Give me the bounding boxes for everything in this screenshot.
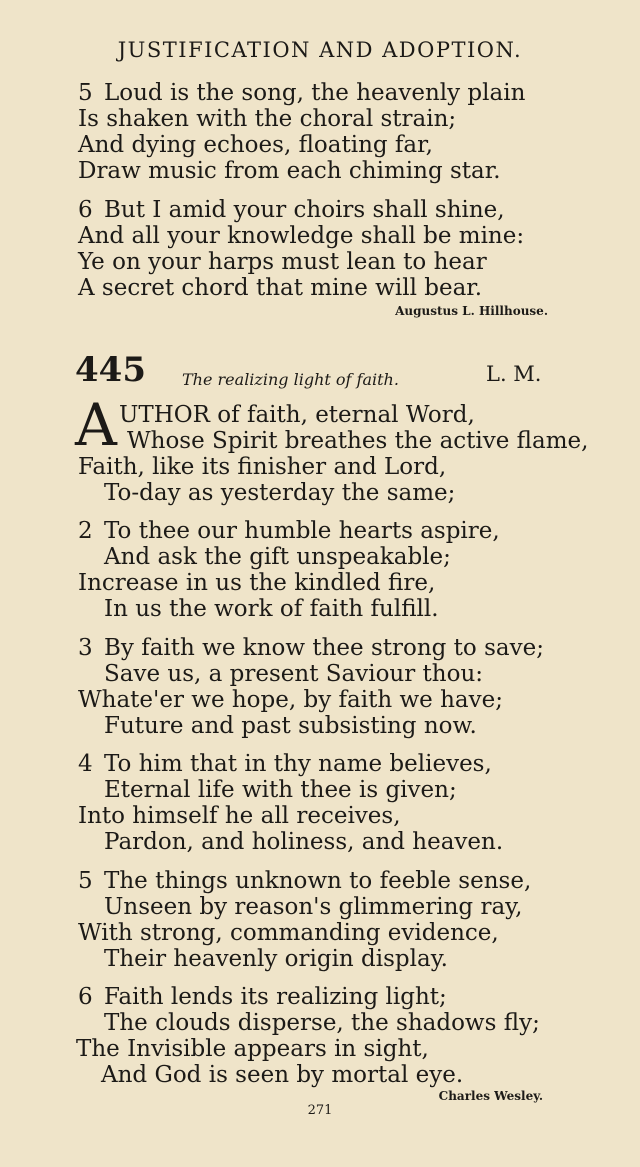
stanza-line: Pardon, and holiness, and heaven. — [104, 829, 504, 855]
stanza-line: Into himself he all receives, — [78, 803, 401, 829]
stanza-line: 3 By faith we know thee strong to save; — [78, 635, 544, 661]
stanza-line: And all your knowledge shall be mine: — [78, 223, 525, 249]
stanza-line: 2 To thee our humble hearts aspire, — [78, 518, 500, 544]
hymn-number: 445 — [75, 350, 146, 390]
stanza-line: Draw music from each chiming star. — [78, 158, 501, 184]
stanza-number: 5 — [78, 80, 93, 106]
stanza-line: Ye on your harps must lean to hear — [78, 249, 487, 275]
stanza-line: With strong, commanding evidence, — [78, 920, 499, 946]
hymn-title: The realizing light of faith. — [182, 370, 399, 389]
stanza-line: The Invisible appears in sight, — [76, 1036, 429, 1062]
stanza-number: 5 — [78, 868, 93, 894]
stanza-line: Save us, a present Saviour thou: — [104, 661, 484, 687]
stanza-number: 3 — [78, 635, 93, 661]
stanza-line: Faith, like its finisher and Lord, — [78, 454, 447, 480]
stanza-line: In us the work of faith fulfill. — [104, 596, 439, 622]
stanza-line: Whate'er we hope, by faith we have; — [78, 687, 503, 713]
stanza-line: A secret chord that mine will bear. — [78, 275, 483, 301]
stanza-line: Unseen by reason's glimmering ray, — [104, 894, 523, 920]
stanza-line: Whose Spirit breathes the active flame, — [127, 428, 589, 454]
stanza-number: 4 — [78, 751, 93, 777]
page-number: 271 — [307, 1103, 333, 1118]
stanza-line: And ask the gift unspeakable; — [104, 544, 451, 570]
stanza-line: The clouds disperse, the shadows fly; — [104, 1010, 540, 1036]
stanza-line: To-day as yesterday the same; — [104, 480, 456, 506]
stanza-number: 6 — [78, 984, 93, 1010]
stanza-line: Their heavenly origin display. — [104, 946, 448, 972]
stanza-line: And dying echoes, floating far, — [78, 132, 433, 158]
page-header: JUSTIFICATION AND ADOPTION. — [117, 38, 523, 62]
drop-cap: A — [75, 391, 117, 459]
stanza-number: 6 — [78, 197, 93, 223]
stanza-line: Is shaken with the choral strain; — [78, 106, 457, 132]
stanza-line: 6 Faith lends its realizing light; — [78, 984, 447, 1010]
stanza-line: UTHOR of faith, eternal Word, — [119, 402, 475, 428]
stanza-line: 4 To him that in thy name believes, — [78, 751, 492, 777]
stanza-line: 5 Loud is the song, the heavenly plain — [78, 80, 526, 106]
stanza-number: 2 — [78, 518, 93, 544]
stanza-line: Eternal life with thee is given; — [104, 777, 457, 803]
author-attribution: Charles Wesley. — [438, 1089, 543, 1103]
stanza-line: 6 But I amid your choirs shall shine, — [78, 197, 505, 223]
stanza-line: Future and past subsisting now. — [104, 713, 477, 739]
hymn-meter: L. M. — [486, 362, 542, 386]
author-attribution: Augustus L. Hillhouse. — [395, 304, 548, 318]
stanza-line: 5 The things unknown to feeble sense, — [78, 868, 532, 894]
stanza-line: Increase in us the kindled fire, — [78, 570, 436, 596]
stanza-line: And God is seen by mortal eye. — [101, 1062, 464, 1088]
